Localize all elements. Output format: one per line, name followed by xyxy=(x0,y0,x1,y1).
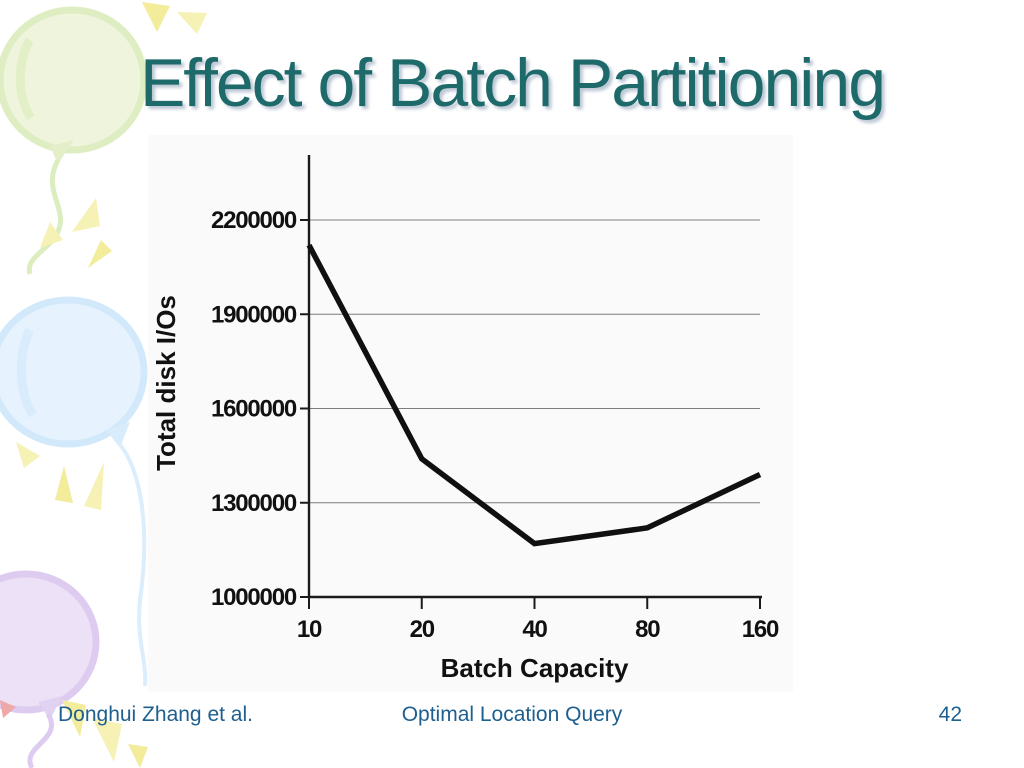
sparkle-icon xyxy=(72,198,100,232)
y-tick-label: 1300000 xyxy=(210,489,296,517)
y-tick-label: 2200000 xyxy=(210,207,296,234)
y-tick-label: 1600000 xyxy=(210,395,296,423)
y-tick-label: 1000000 xyxy=(210,584,296,611)
line-chart xyxy=(148,135,793,692)
sparkle-icon xyxy=(84,462,104,510)
balloon-body xyxy=(0,574,96,710)
sparkle-icon xyxy=(177,12,207,34)
sparkle-icon xyxy=(88,240,112,268)
chart-panel xyxy=(148,135,793,692)
sparkle-icon xyxy=(55,466,73,503)
y-tick-label: 1900000 xyxy=(210,301,296,329)
x-tick-label: 160 xyxy=(741,616,779,643)
sparkle-icon xyxy=(142,2,170,32)
page-number: 42 xyxy=(938,703,962,726)
y-axis-title: Total disk I/Os xyxy=(151,295,181,471)
slide-footer xyxy=(0,703,1024,733)
footer-author: Donghui Zhang et al. xyxy=(58,703,253,726)
sparkle-decoration-under-blue xyxy=(16,442,104,510)
x-tick-label: 10 xyxy=(296,616,322,643)
sparkle-icon xyxy=(16,442,40,468)
sparkle-icon xyxy=(128,744,148,768)
balloon-string xyxy=(118,442,145,686)
sparkle-decoration-top xyxy=(142,2,207,34)
x-tick-label: 40 xyxy=(522,616,547,643)
balloon-decoration-purple xyxy=(0,574,96,768)
page-title: Effect of Batch Partitioning xyxy=(139,45,885,121)
balloon-string xyxy=(29,160,60,274)
x-axis-title: Batch Capacity xyxy=(440,653,629,683)
footer-title: Optimal Location Query xyxy=(401,703,623,726)
series-line xyxy=(309,245,760,543)
x-tick-label: 20 xyxy=(409,616,434,643)
sparkle-decoration-under-green xyxy=(40,198,112,268)
x-tick-label: 80 xyxy=(635,616,660,643)
